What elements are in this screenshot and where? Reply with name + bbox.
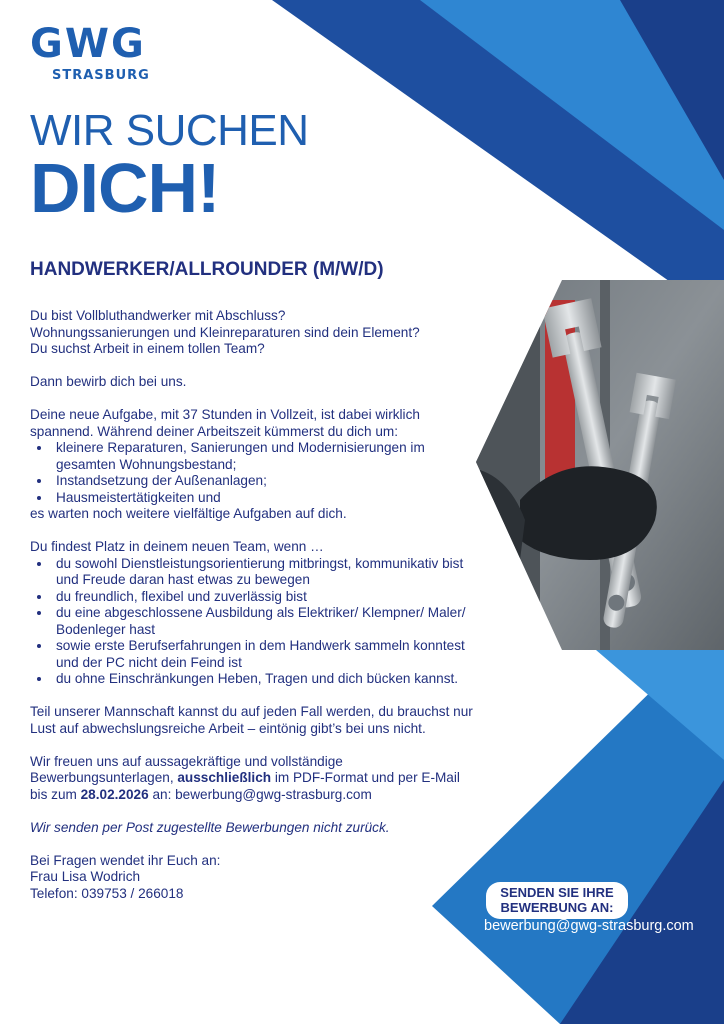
job-description <box>30 308 475 919</box>
requirements-list <box>30 556 475 688</box>
task-item: • kleinere Reparaturen, Sanierungen und Modernisierungen im gesamten Wohnungsbestand; <box>52 440 475 473</box>
contact-phone: Telefon: 039753 / 266018 <box>30 885 184 901</box>
application-emphasis: ausschließlich <box>177 770 272 785</box>
tasks-list <box>30 440 475 506</box>
task-item: • Instandsetzung der Außenanlagen; <box>52 473 475 490</box>
apply-line: Dann bewirb dich bei uns. <box>30 374 187 389</box>
contact-block <box>30 853 475 903</box>
requirements-intro: Du findest Platz in deinem neuen Team, wenn … <box>30 539 324 554</box>
requirement-item: • du sowohl Dienstleistungsorientierung mitbringst, kommunikativ bist und Freude daran hast etwas zu bewegen <box>52 556 475 589</box>
tasks-intro: Deine neue Aufgabe, mit 37 Stunden in Vollzeit, ist dabei wirklich spannend. Während deiner Arbeitszeit kümmerst du dich um: <box>30 407 420 439</box>
post-note <box>30 820 475 837</box>
logo-wordmark: GWG <box>30 21 146 67</box>
intro-block <box>30 308 475 358</box>
cta-email-link[interactable]: bewerbung@gwg-strasburg.com <box>484 918 694 934</box>
worker-with-wrenches-photo <box>470 275 724 655</box>
gwg-logo <box>30 22 180 84</box>
headline-line-1: WIR SUCHEN <box>30 106 309 155</box>
requirement-item: • du ohne Einschränkungen Heben, Tragen und dich bücken kannst. <box>52 671 475 688</box>
tasks-outro: es warten noch weitere vielfältige Aufgaben auf dich. <box>30 506 347 521</box>
requirement-item: • du freundlich, flexibel und zuverlässig bist <box>52 589 475 606</box>
application-email-text: an: bewerbung@gwg-strasburg.com <box>148 786 372 802</box>
job-title: HANDWERKER/ALLROUNDER (M/W/D) <box>30 259 384 280</box>
application-text: im PDF-Format und per E-Mail bis zum <box>30 770 460 802</box>
requirement-item: • sowie erste Berufserfahrungen in dem Handwerk sammeln konntest und der PC nicht dein Feind ist <box>52 638 475 671</box>
cta-line: BEWERBUNG AN: <box>500 900 614 915</box>
contact-intro: Bei Fragen wendet ihr Euch an: <box>30 852 221 868</box>
requirement-item: • du eine abgeschlossene Ausbildung als Elektriker/ Klempner/ Maler/ Bodenleger hast <box>52 605 475 638</box>
logo-subtitle: STRASBURG <box>52 68 150 83</box>
application-text: Wir freuen uns auf aussagekräftige und vollständige Bewerbungsunterlagen, <box>30 753 343 785</box>
cta-badge <box>486 882 628 919</box>
intro-line: Du bist Vollbluthandwerker mit Abschluss? <box>30 308 286 323</box>
task-item: • Hausmeistertätigkeiten und <box>52 490 475 507</box>
team-paragraph: Teil unserer Mannschaft kannst du auf jeden Fall werden, du brauchst nur Lust auf abwechslungsreiche Arbeit – eintönig gibt’s bei uns nicht. <box>30 704 473 736</box>
application-deadline: 28.02.2026 <box>80 786 149 802</box>
post-note-text: Wir senden per Post zugestellte Bewerbungen nicht zurück. <box>30 819 390 835</box>
cta-line: SENDEN SIE IHRE <box>500 885 614 900</box>
contact-name: Frau Lisa Wodrich <box>30 869 141 884</box>
headline-line-2: DICH! <box>30 149 220 227</box>
application-paragraph <box>30 754 475 804</box>
intro-line: Wohnungssanierungen und Kleinreparaturen sind dein Element? <box>30 324 420 340</box>
intro-line: Du suchst Arbeit in einem tollen Team? <box>30 341 265 356</box>
